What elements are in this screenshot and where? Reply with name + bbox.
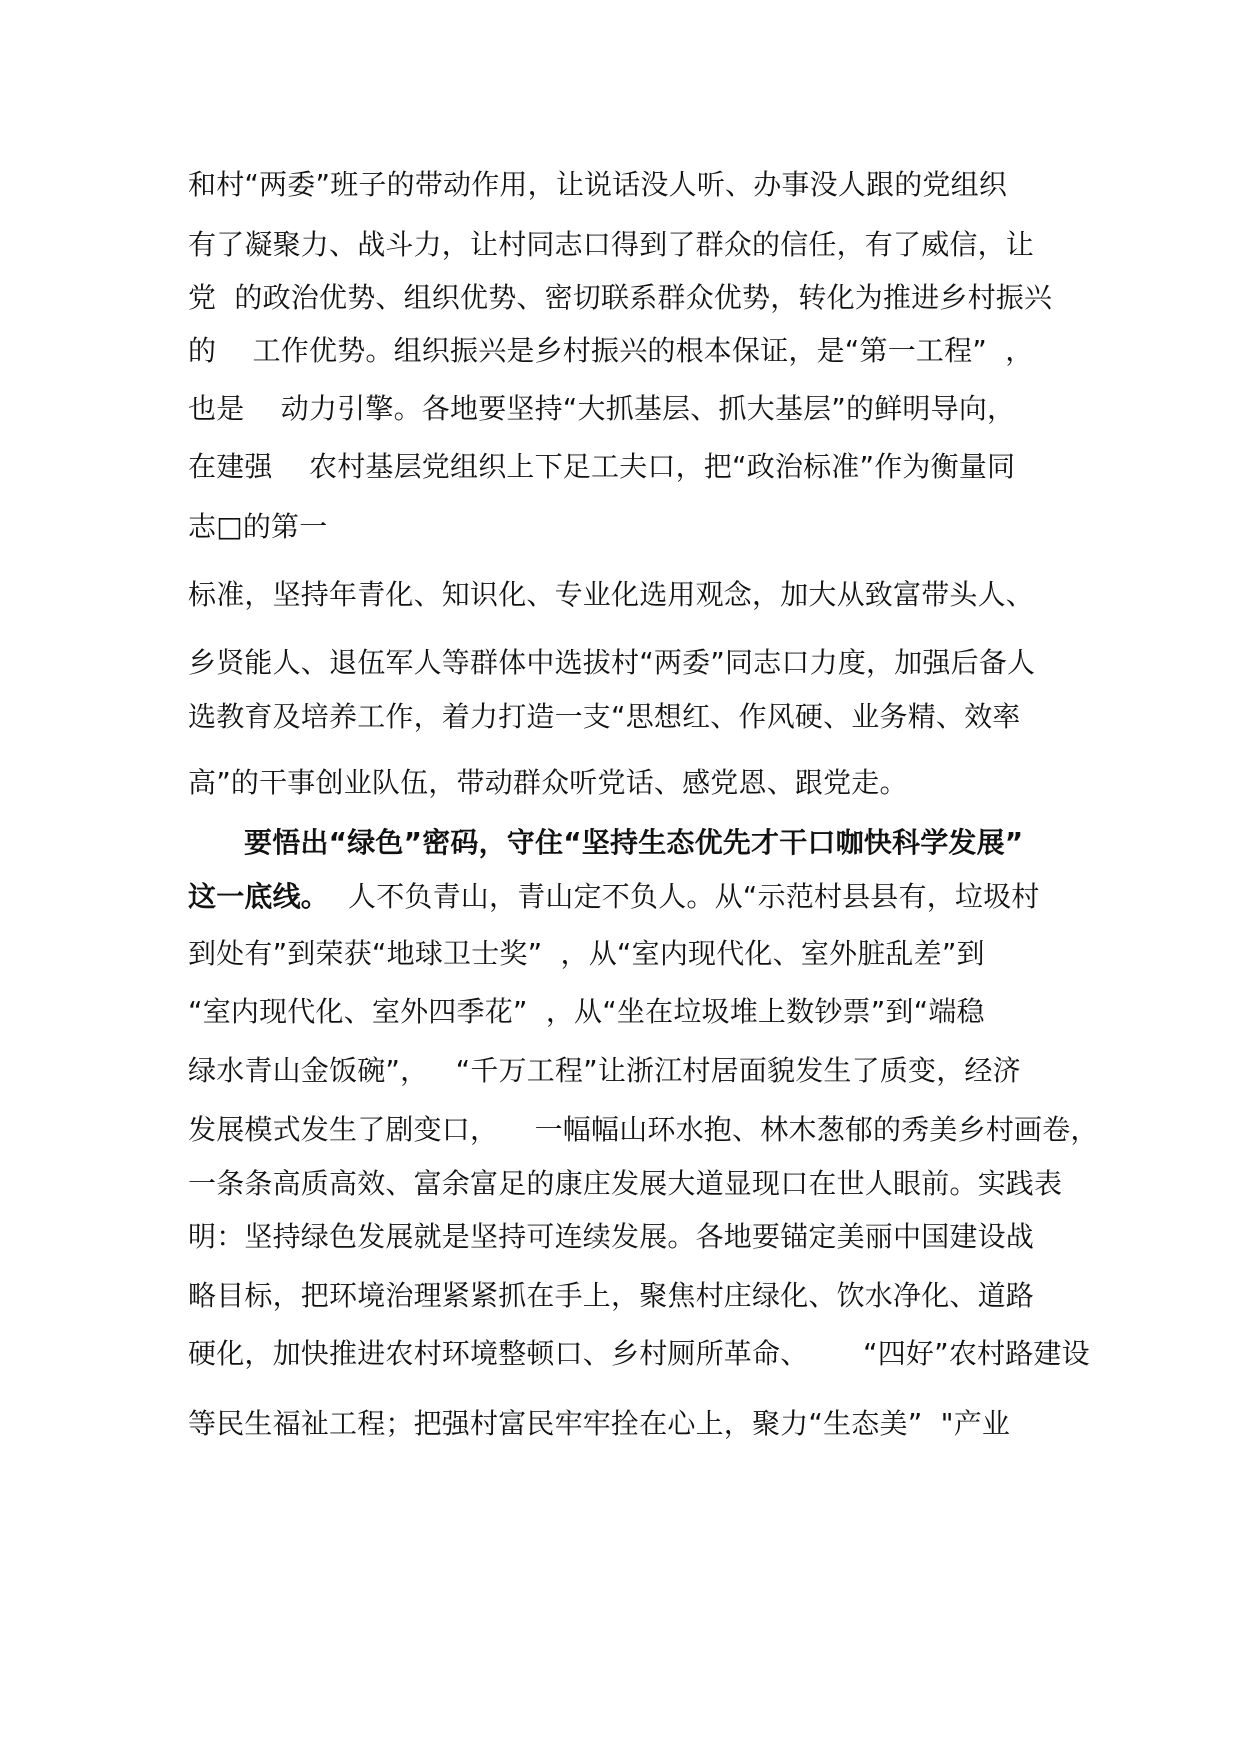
paragraph-line: 人不负青山，青山定不负人。从“示范村县县有，垃圾村 [348,880,1040,913]
paragraph-line: 绿水青山金饭碗”， “千万工程”让浙江村居面貌发生了质变，经济 [188,1054,1021,1087]
paragraph-line: 等民生福祉工程；把强村富民牢牢拴在心上，聚力“生态美” "产业 [188,1407,1011,1440]
paragraph-line: 选教育及培养工作，着力打造一支“思想红、作风硬、业务精、效率 [188,700,1021,733]
paragraph-line: 高”的干事创业队伍，带动群众听党话、感党恩、跟党走。 [188,766,908,799]
paragraph-line: 一条条高质高效、富余富足的康庄发展大道显现口在世人眼前。实践表 [188,1167,1063,1200]
section-heading-line: 这一底线。 [188,880,330,913]
paragraph-line: 有了凝聚力、战斗力，让村同志口得到了群众的信任，有了威信，让 [188,228,1035,261]
paragraph-line: 也是 动力引擎。各地要坚持“大抓基层、抓大基层”的鲜明导向， [188,392,1016,425]
paragraph-line: 硬化，加快推进农村环境整顿口、乡村厕所革命、 “四好”农村路建设 [188,1337,1090,1370]
paragraph-line: 乡贤能人、退伍军人等群体中选拔村“两委”同志口力度，加强后备人 [188,646,1036,679]
paragraph-line: 到处有”到荣获“地球卫士奖” ，从“室内现代化、室外脏乱差”到 [188,937,985,970]
paragraph-line: 党 的政治优势、组织优势、密切联系群众优势，转化为推进乡村振兴 [188,281,1053,314]
paragraph-line: 在建强 农村基层党组织上下足工夫口，把“政治标准”作为衡量同 [188,450,1016,483]
paragraph-line: 明：坚持绿色发展就是坚持可连续发展。各地要锚定美丽中国建设战 [188,1220,1035,1253]
paragraph-line: 略目标，把环境治理紧紧抓在手上，聚焦村庄绿化、饮水净化、道路 [188,1279,1035,1312]
paragraph-line: 发展模式发生了剧变口， 一幅幅山环水抱、林木葱郁的秀美乡村画卷， [188,1113,1099,1146]
paragraph-line: “室内现代化、室外四季花” ，从“坐在垃圾堆上数钞票”到“端稳 [188,995,985,1028]
section-heading-line: 要悟出“绿色”密码，守住“坚持生态优先才干口咖快科学发展” [244,826,1024,859]
paragraph-line: 和村“两委”班子的带动作用，让说话没人听、办事没人跟的党组织 [188,168,1008,201]
paragraph-line: 的 工作优势。组织振兴是乡村振兴的根本保证，是“第一工程” ， [188,334,1034,367]
paragraph-line: 标准，坚持年青化、知识化、专业化选用观念，加大从致富带头人、 [188,578,1035,611]
paragraph-line: 志□的第一 [188,510,328,543]
